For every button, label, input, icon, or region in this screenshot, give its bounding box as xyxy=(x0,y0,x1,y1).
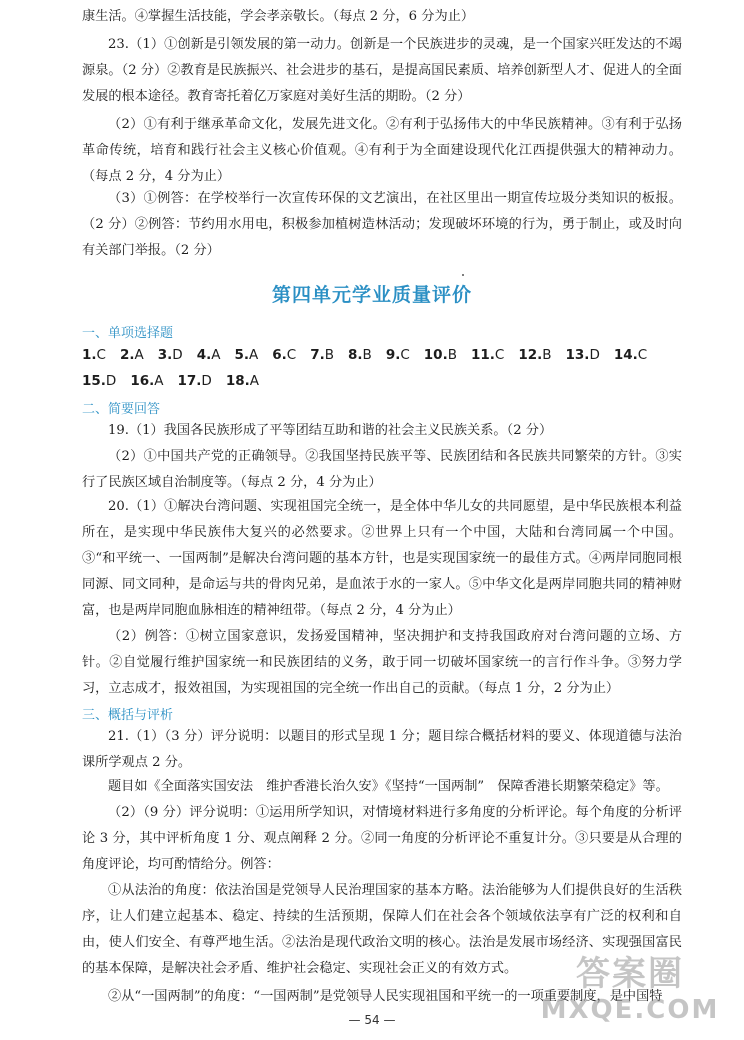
watermark-domain: MXQE.COM xyxy=(540,995,720,1025)
choice-answer-number: 14. xyxy=(613,347,638,363)
answer-21-part1-example: 题目如《全面落实国安法 维护香港长治久安》《坚持“一国两制” 保障香港长期繁荣稳定》等。 xyxy=(108,779,669,794)
choice-answer-number: 18. xyxy=(225,373,250,389)
choice-answer-item xyxy=(178,368,212,394)
choice-answer-item xyxy=(518,342,551,368)
choice-answer-number: 6. xyxy=(272,347,287,363)
stray-dot xyxy=(462,274,464,276)
choice-answer-item xyxy=(566,342,600,368)
choice-answer-item xyxy=(197,342,221,368)
choice-answer-item xyxy=(310,342,334,368)
section-title: 第四单元学业质量评价 xyxy=(271,284,472,306)
answer-23-part1: 23.（1）①创新是引领发展的第一动力。创新是一个民族进步的灵魂，是一个国家兴旺发达的不竭源泉。（2 分）②教育是民族振兴、社会进步的基石，是提高国民素质、培养创新型人才、促进人的全面发展的根本途径。教育寄托着亿万家庭对美好生活的期盼。（2 分） xyxy=(82,37,682,104)
site-watermark xyxy=(530,954,730,1034)
answer-20-part2: （2）例答：①树立国家意识，发扬爱国精神，坚决拥护和支持我国政府对台湾问题的立场、方针。②自觉履行维护国家统一和民族团结的义务，敢于同一切破坏国家统一的言行作斗争。③努力学习，立志成才，报效祖国，为实现祖国的完全统一作出自己的贡献。（每点 1 分，2 分为止） xyxy=(82,629,682,696)
choice-answer-option: D xyxy=(201,373,212,389)
choice-answer-number: 9. xyxy=(385,347,401,363)
choice-answer-option: B xyxy=(447,347,457,363)
choice-answer-item xyxy=(226,368,259,394)
choice-answer-number: 16. xyxy=(130,373,155,389)
choice-answer-item xyxy=(424,342,457,368)
choice-answer-option: B xyxy=(542,347,552,363)
choice-answer-option: A xyxy=(134,347,144,363)
answer-21-part1: 21.（1）（3 分）评分说明：以题目的形式呈现 1 分；题目综合概括材料的要义、体现道德与法治课所学观点 2 分。 xyxy=(82,729,682,770)
choice-answer-option: A xyxy=(249,373,259,389)
answer-21-part2: （2）（9 分）评分说明：①运用所学知识，对情境材料进行多角度的分析评论。每个角度的分析评论 3 分，其中评析角度 1 分、观点阐释 2 分。②同一角度的分析评论不重复计分。③只要是从合理的角度评论，均可酌情给分。例答： xyxy=(82,805,682,872)
choice-answer-option: D xyxy=(172,347,183,363)
choice-answer-option: C xyxy=(637,347,648,363)
choice-answer-option: C xyxy=(286,347,297,363)
choice-answer-item xyxy=(120,342,144,368)
choice-answer-number: 10. xyxy=(423,347,448,363)
choice-answer-option: B xyxy=(362,347,372,363)
choice-answer-option: B xyxy=(324,347,335,363)
choice-answer-number: 2. xyxy=(119,347,135,363)
watermark-logo-text: 答案圈 xyxy=(576,954,684,994)
choice-answer-number: 4. xyxy=(196,347,212,363)
choice-answer-number: 8. xyxy=(348,347,363,363)
answer-21-part2-example2: ②从“一国两制”的角度：“一国两制”是党领导人民实现祖国和平统一的一项重要制度，是中国特 xyxy=(108,989,663,1004)
choice-answer-item xyxy=(348,342,372,368)
answer-20-part1: 20.（1）①解决台湾问题、实现祖国完全统一，是全体中华儿女的共同愿望，是中华民族根本利益所在，是实现中华民族伟大复兴的必然要求。②世界上只有一个中国，大陆和台湾同属一个中国。③“和平统一、一国两制”是解决台湾问题的基本方针，也是实现国家统一的最佳方式。④两岸同胞同根同源、同文同种，是命运与共的骨肉兄弟，是血浓于水的一家人。⑤中华文化是两岸同胞共同的精神财富，也是两岸同胞血脉相连的精神纽带。（每点 2 分，4 分为止） xyxy=(82,499,682,618)
choice-answer-option: C xyxy=(494,347,505,363)
choice-answer-item xyxy=(82,368,116,394)
choice-answers xyxy=(82,342,692,394)
choice-answer-option: A xyxy=(211,347,221,363)
answer-19-part1: 19.（1）我国各民族形成了平等团结互助和谐的社会主义民族关系。（2 分） xyxy=(108,423,553,438)
choice-answer-item xyxy=(272,342,296,368)
choice-answer-option: D xyxy=(105,373,117,389)
choice-answer-number: 11. xyxy=(470,347,495,363)
choice-answer-number: 15. xyxy=(82,373,106,389)
answer-23-part3: （3）①例答：在学校举行一次宣传环保的文艺演出，在社区里出一期宣传垃圾分类知识的板报。（2 分）②例答：节约用水用电，积极参加植树造林活动；发现破坏环境的行为，勇于制止，或及时向有关部门举报。（2 分） xyxy=(82,191,682,258)
choice-answer-item xyxy=(614,342,647,368)
choice-answer-item xyxy=(130,368,163,394)
choice-answer-number: 5. xyxy=(234,347,249,363)
choice-answer-number: 17. xyxy=(177,373,202,389)
heading-single-choice: 一、单项选择题 xyxy=(82,326,174,341)
choice-answer-option: D xyxy=(589,347,600,363)
choice-answer-item xyxy=(234,342,258,368)
choice-answer-item xyxy=(386,342,410,368)
choice-answer-option: C xyxy=(400,347,410,363)
choice-answer-item xyxy=(158,342,183,368)
answer-23-part2: （2）①有利于继承革命文化，发展先进文化。②有利于弘扬伟大的中华民族精神。③有利于弘扬革命传统，培育和践行社会主义核心价值观。④有利于为全面建设现代化江西提供强大的精神动力。（每点 2 分，4 分为止） xyxy=(82,117,682,184)
choice-answer-number: 7. xyxy=(310,347,325,363)
answer-19-part2: （2）①中国共产党的正确领导。②我国坚持民族平等、民族团结和各民族共同繁荣的方针。③实行了民族区域自治制度等。（每点 2 分，4 分为止） xyxy=(82,449,682,490)
choice-answer-option: A xyxy=(154,373,164,389)
choice-answer-number: 3. xyxy=(157,347,173,363)
choice-answer-item xyxy=(82,342,106,368)
choice-answer-option: C xyxy=(96,347,106,363)
choice-answer-number: 13. xyxy=(565,347,590,363)
choice-answer-option: A xyxy=(249,347,259,363)
heading-short-answer: 二、简要回答 xyxy=(82,402,161,417)
paragraph-continuation: 康生活。④掌握生活技能，学会孝亲敬长。（每点 2 分，6 分为止） xyxy=(82,9,475,24)
choice-answer-item xyxy=(471,342,504,368)
answer-21-part2-example1: ①从法治的角度：依法治国是党领导人民治理国家的基本方略。法治能够为人们提供良好的生活秩序，让人们建立起基本、稳定、持续的生活预期，保障人们在社会各个领域依法享有广泛的权利和自由，使人们安全、有尊严地生活。②法治是现代政治文明的核心。法治是发展市场经济、实现强国富民的基本保障，是解决社会矛盾、维护社会稳定、实现社会正义的有效方式。 xyxy=(82,883,682,976)
choice-answer-number: 12. xyxy=(518,347,543,363)
heading-summary-analysis: 三、概括与评析 xyxy=(82,708,174,723)
page-number: — 54 — xyxy=(348,1013,396,1027)
choice-answer-number: 1. xyxy=(82,347,97,363)
